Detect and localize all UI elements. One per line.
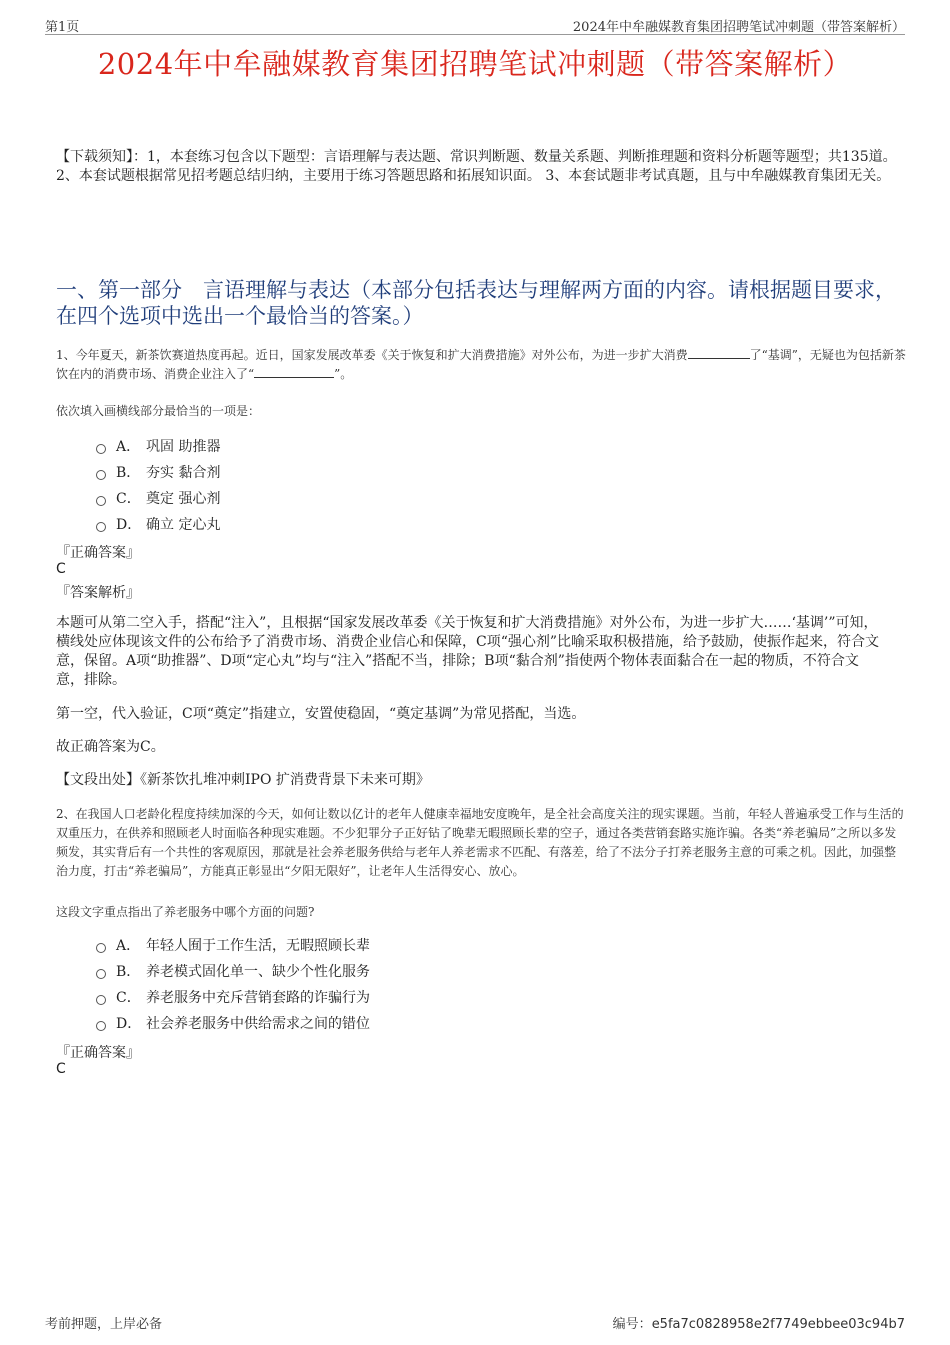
- q1-analysis-label: 『答案解析』: [56, 585, 140, 601]
- question-1-options: [96, 433, 220, 537]
- q2-answer: C: [56, 1061, 66, 1077]
- question-1-prompt: 依次填入画横线部分最恰当的一项是：: [56, 404, 261, 418]
- footer-slogan: 考前押题，上岸必备: [45, 1317, 163, 1332]
- header-doc-title: 2024年中牟融媒教育集团招聘笔试冲刺题（带答案解析）: [572, 20, 905, 35]
- q2-option-a[interactable]: A． 年轻人囿于工作生活，无暇照顾长辈: [96, 932, 370, 958]
- page-footer: [45, 1313, 905, 1332]
- section-heading: 一、第一部分 言语理解与表达（本部分包括表达与理解两方面的内容。请根据题目要求，在四个选项中选出一个最恰当的答案。）: [56, 278, 896, 328]
- q1-analysis-paragraph-1: 本题可从第二空入手，搭配“注入”，且根据“国家发展改革委《关于恢复和扩大消费措施》对外公布，为进一步扩大……‘基调’”可知，横线处应体现该文件的公布给予了消费市场、消费企业信心和保障，C项“强心剂”比喻采取积极措施，给予鼓励，使振作起来，符合文意，保留。A项“助推器”、D项“定心丸”均与“注入”搭配不当，排除；B项“黏合剂”指使两个物体表面黏合在一起的物质，不符合文意，排除。: [56, 615, 880, 688]
- radio-icon[interactable]: [96, 470, 106, 480]
- page-number: 第1页: [45, 20, 80, 35]
- document-title: 2024年中牟融媒教育集团招聘笔试冲刺题（带答案解析）: [97, 47, 853, 81]
- radio-icon[interactable]: [96, 995, 106, 1005]
- radio-icon[interactable]: [96, 969, 106, 979]
- q2-option-b[interactable]: B． 养老模式固化单一、缺少个性化服务: [96, 958, 370, 984]
- radio-icon[interactable]: [96, 496, 106, 506]
- question-1-text: 1、今年夏天，新茶饮赛道热度再起。近日，国家发展改革委《关于恢复和扩大消费措施》对外公布，为进一步扩大消费 了“基调”，无疑也为包括新茶饮在内的消费市场、消费企业注入了“ ”。: [56, 348, 906, 381]
- question-2-options: [96, 932, 370, 1036]
- q1-answer: C: [56, 561, 66, 577]
- q2-option-c[interactable]: C． 养老服务中充斥营销套路的诈骗行为: [96, 984, 370, 1010]
- question-2-text: 2、在我国人口老龄化程度持续加深的今天，如何让数以亿计的老年人健康幸福地安度晚年，是全社会高度关注的现实课题。当前，年轻人普遍承受工作与生活的双重压力，在供养和照顾老人时面临各种现实难题。不少犯罪分子正好钻了晚辈无暇照顾长辈的空子，通过各类营销套路实施诈骗。各类“养老骗局”之所以多发频发，其实背后有一个共性的客观原因，那就是社会养老服务供给与老年人养老需求不匹配、有落差，给了不法分子打养老服务主意的可乘之机。因此，加强整治力度，打击“养老骗局”，方能真正彰显出“夕阳无限好”，让老年人生活得安心、放心。: [56, 807, 904, 878]
- fill-blank-2: [254, 365, 334, 378]
- page-header: [45, 14, 905, 35]
- radio-icon[interactable]: [96, 444, 106, 454]
- q1-answer-label: 『正确答案』: [56, 545, 140, 561]
- q1-option-b[interactable]: B． 夯实 黏合剂: [96, 459, 220, 485]
- q1-source: 【文段出处】《新茶饮扎堆冲刺IPO 扩消费背景下未来可期》: [56, 772, 430, 788]
- q2-answer-label: 『正确答案』: [56, 1045, 140, 1061]
- q1-analysis-paragraph-2: 第一空，代入验证，C项“奠定”指建立，安置使稳固，“奠定基调”为常见搭配，当选。: [56, 706, 586, 722]
- question-2-prompt: 这段文字重点指出了养老服务中哪个方面的问题?: [56, 905, 315, 919]
- radio-icon[interactable]: [96, 1021, 106, 1031]
- q1-analysis-paragraph-3: 故正确答案为C。: [56, 739, 165, 755]
- radio-icon[interactable]: [96, 943, 106, 953]
- download-notice: 【下载须知】：1，本套练习包含以下题型：言语理解与表达题、常识判断题、数量关系题、判断推理题和资料分析题等题型；共135道。 2、本套试题根据常见招考题总结归纳，主要用于练习答题思路和拓展知识面。 3、本套试题非考试真题，且与中牟融媒教育集团无关。: [56, 149, 897, 184]
- radio-icon[interactable]: [96, 522, 106, 532]
- fill-blank-1: [688, 346, 750, 359]
- q1-option-c[interactable]: C． 奠定 强心剂: [96, 485, 220, 511]
- q1-option-d[interactable]: D． 确立 定心丸: [96, 511, 220, 537]
- q2-option-d[interactable]: D． 社会养老服务中供给需求之间的错位: [96, 1010, 370, 1036]
- document-id: 编号：e5fa7c0828958e2f7749ebbee03c94b7: [612, 1317, 905, 1332]
- q1-option-a[interactable]: A． 巩固 助推器: [96, 433, 220, 459]
